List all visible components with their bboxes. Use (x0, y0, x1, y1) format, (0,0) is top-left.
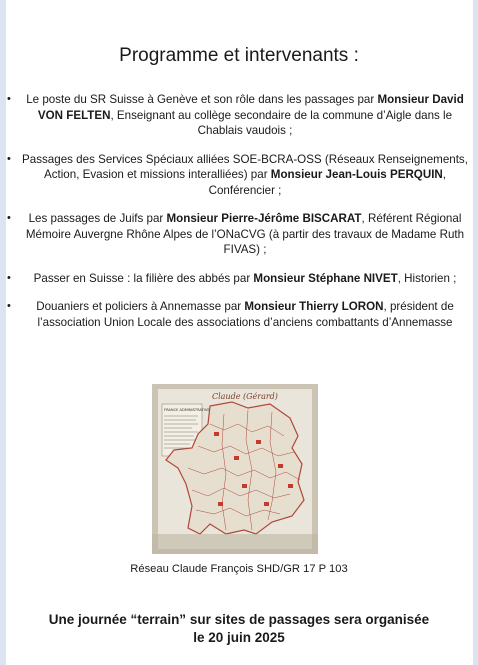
announcement-date: le 20 juin 2025 (193, 630, 285, 645)
bullet-icon: • (7, 152, 11, 165)
event-announcement (0, 611, 478, 647)
bullet-icon: • (7, 300, 11, 312)
announcement-line-1: Une journée “terrain” sur sites de passages sera organisée (48, 612, 430, 627)
item-text: Passer en Suisse : la filière des abbés par (33, 271, 254, 285)
speaker-item (0, 92, 478, 139)
map-header-text: FRANCE ADMINISTRATIVE (164, 408, 210, 412)
speaker-item (0, 152, 478, 199)
speaker-item (0, 211, 478, 258)
item-text: , Historien ; (397, 271, 457, 285)
speaker-item (0, 271, 478, 287)
map-corner-text: Claude (Gérard) (212, 392, 278, 401)
programme-title: Programme et intervenants : (119, 45, 359, 66)
item-text: , Conférencier ; (208, 168, 447, 197)
archive-map-image (152, 384, 318, 554)
speaker-list (0, 92, 478, 343)
item-text: , président de l’association Union Locale des associations d’anciens combattants d’Annemasse (37, 300, 454, 329)
item-text: Douaniers et policiers à Annemasse par (36, 300, 245, 313)
speaker-item (0, 299, 478, 330)
item-text: Le poste du SR Suisse à Genève et son rôle dans les passages par (26, 93, 378, 106)
map-illustration (152, 384, 318, 554)
map-caption: Réseau Claude François SHD/GR 17 P 103 (130, 563, 348, 575)
item-text: Passages des Services Spéciaux alliées SOE-BCRA-OSS (Réseaux Renseignements, Action, Evasion et missions interalliées) par (22, 152, 468, 181)
speaker-name: Monsieur Stéphane NIVET (253, 271, 398, 285)
item-text: , Référent Régional Mémoire Auvergne Rhône Alpes de l’ONaCVG (à partir des travaux de Madame Ruth FIVAS) ; (25, 212, 465, 256)
item-text: , Enseignant au collège secondaire de la commune d’Aigle dans le Chablais vaudois ; (110, 108, 453, 137)
speaker-name: Monsieur Jean-Louis PERQUIN (270, 168, 443, 181)
item-text: Les passages de Juifs par (28, 212, 167, 225)
bullet-icon: • (7, 271, 11, 284)
speaker-name: Monsieur David VON FELTEN (37, 93, 464, 122)
bullet-icon: • (7, 212, 11, 224)
speaker-name: Monsieur Thierry LORON (244, 300, 384, 313)
speaker-name: Monsieur Pierre-Jérôme BISCARAT (166, 212, 362, 225)
bullet-icon: • (7, 93, 11, 105)
